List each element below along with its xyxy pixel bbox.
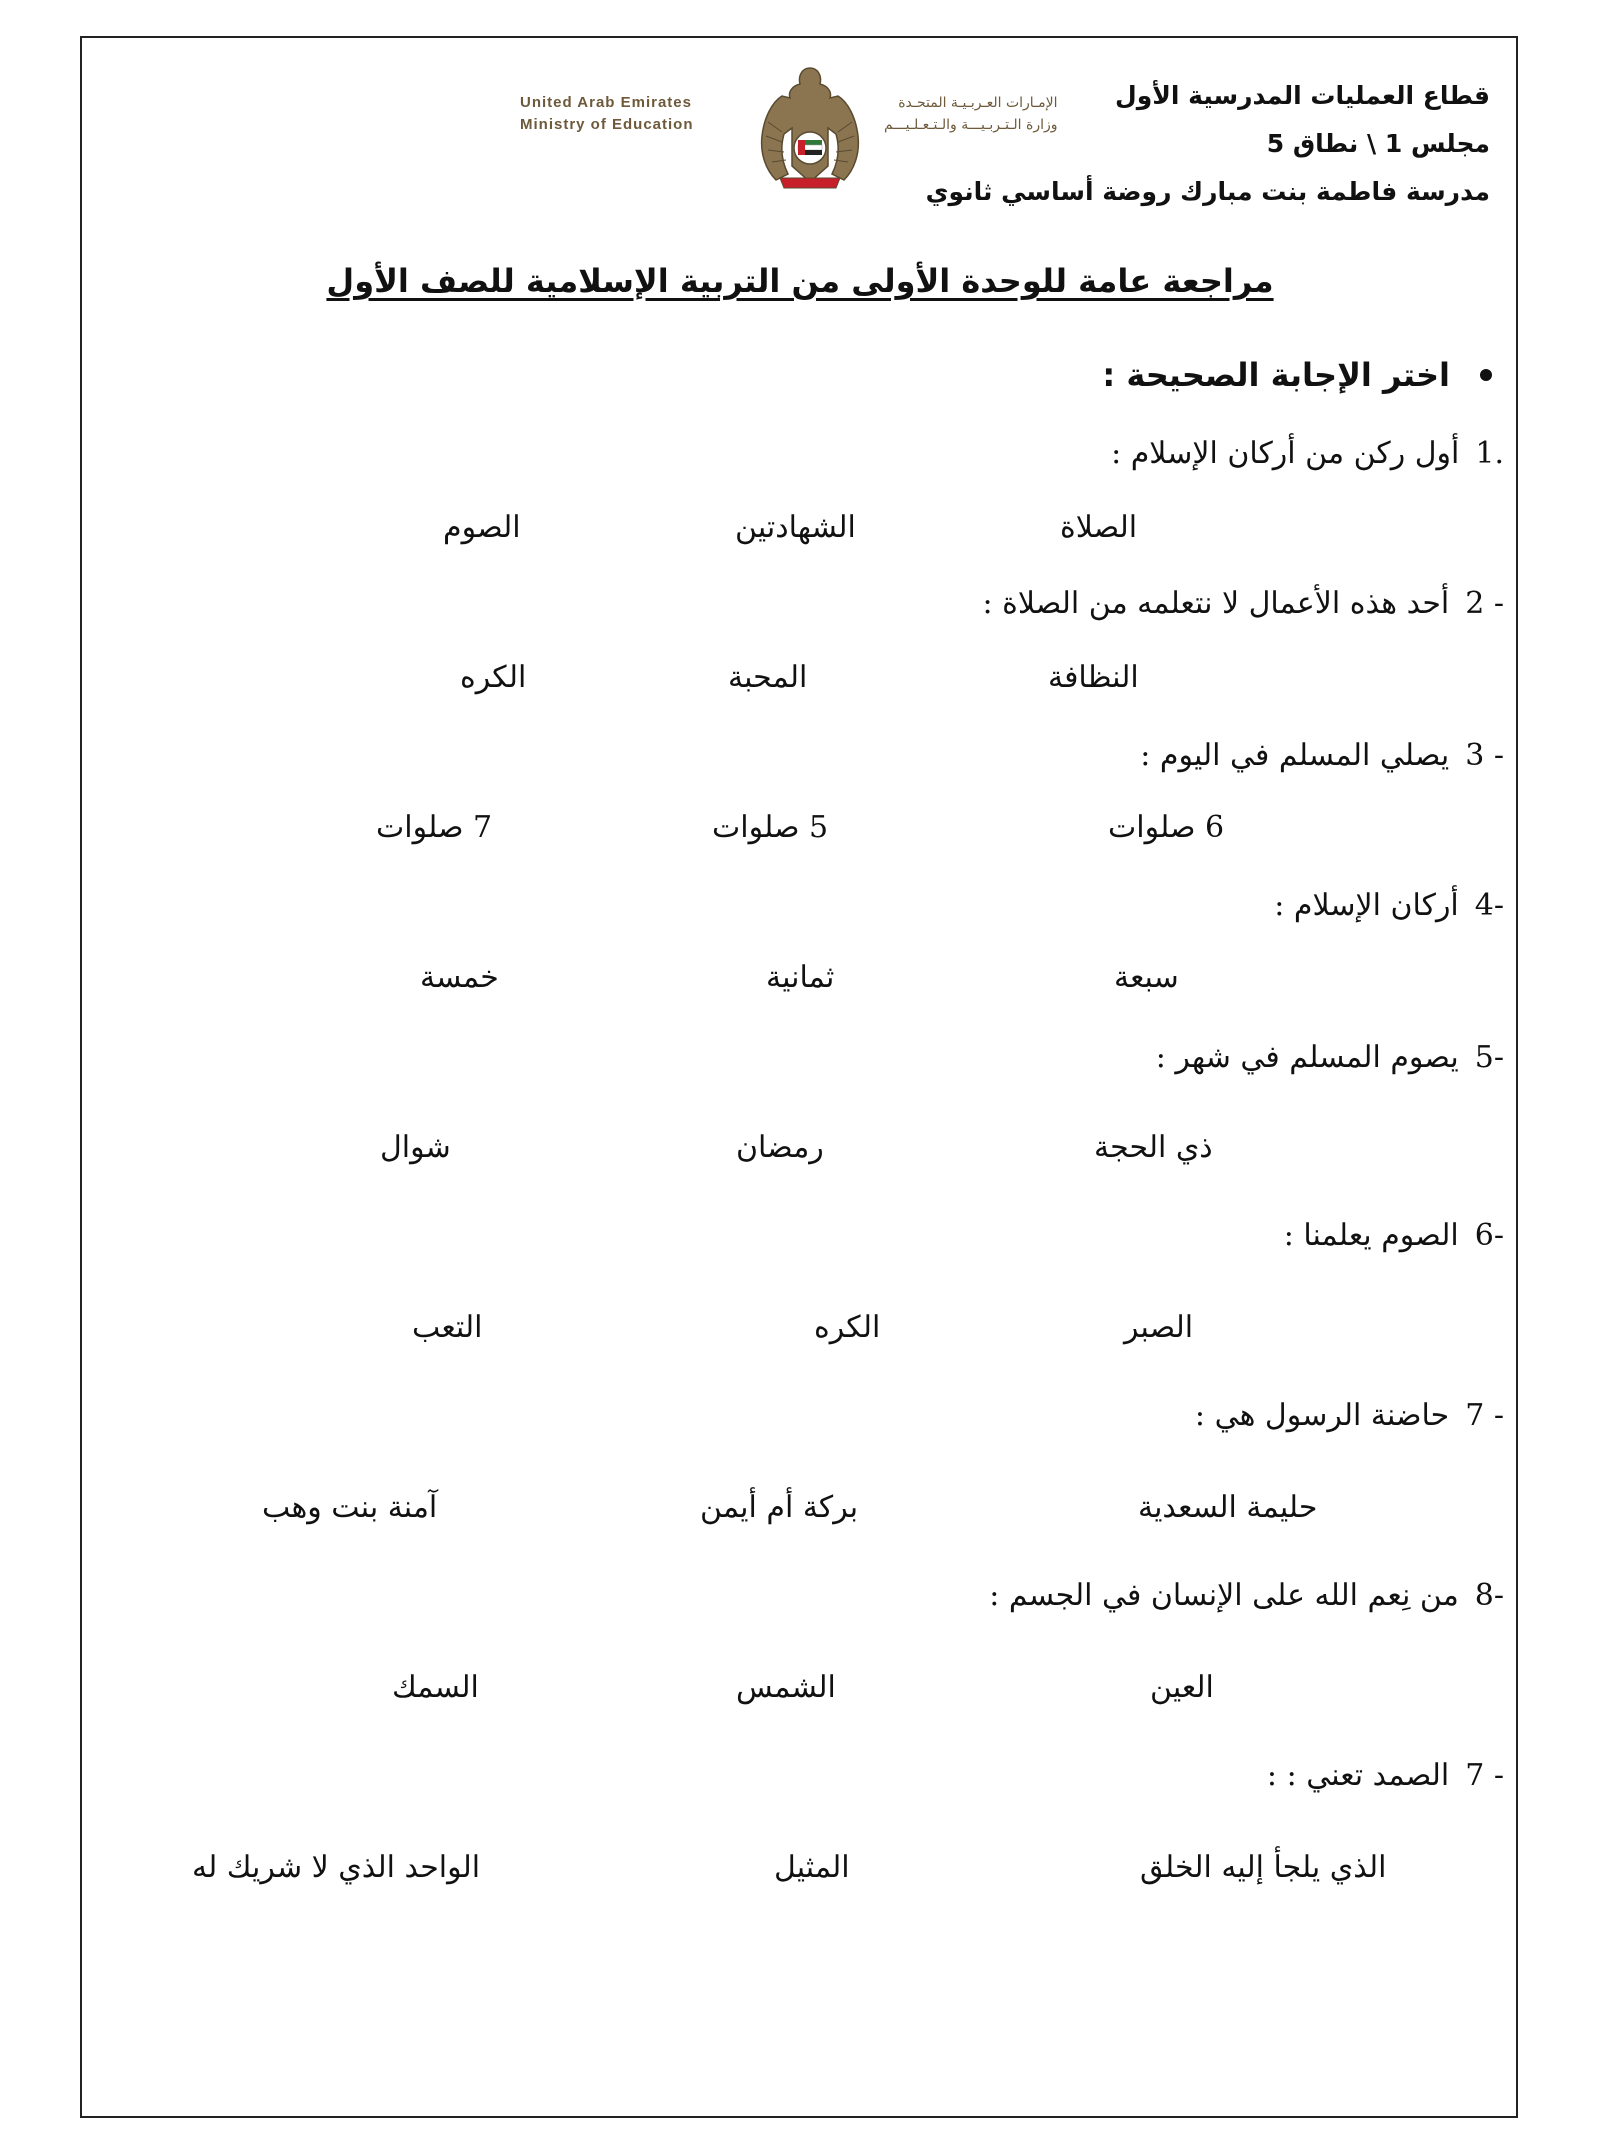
worksheet-title: مراجعة عامة للوحدة الأولى من التربية الإسلامية للصف الأول (326, 262, 1274, 300)
option-4-a: سبعة (1114, 960, 1179, 995)
question-3 (1140, 738, 1504, 773)
question-text: يصوم المسلم في شهر : (1155, 1040, 1459, 1075)
option-7-b: بركة أم أيمن (700, 1490, 859, 1525)
bullet-icon (1480, 369, 1492, 381)
uae-emblem-icon (742, 62, 878, 194)
option-2-c: الكره (460, 660, 527, 695)
question-2 (982, 586, 1504, 621)
question-text: الصمد تعني : : (1266, 1758, 1450, 1793)
instruction-line (1102, 356, 1492, 394)
option-3-c: 7 صلوات (376, 810, 493, 845)
sector-name: قطاع العمليات المدرسية الأول (1115, 81, 1490, 110)
question-1 (1111, 436, 1504, 471)
logo-en-line1: United Arab Emirates (520, 94, 692, 111)
option-6-c: التعب (412, 1310, 483, 1345)
question-9 (1267, 1758, 1504, 1793)
instruction-text: اختر الإجابة الصحيحة : (1102, 356, 1450, 394)
question-number: - 2 (1465, 586, 1504, 621)
question-4 (1274, 888, 1504, 923)
question-number: - 7 (1465, 1398, 1504, 1433)
school-name: مدرسة فاطمة بنت مبارك روضة أساسي ثانوي (925, 177, 1490, 206)
question-number: -6 (1474, 1218, 1504, 1253)
option-7-c: آمنة بنت وهب (262, 1490, 438, 1525)
option-7-a: حليمة السعدية (1138, 1490, 1318, 1525)
ministry-logo-english (520, 92, 694, 136)
question-number: -5 (1474, 1040, 1504, 1075)
option-2-b: المحبة (728, 660, 808, 695)
option-5-c: شوال (380, 1130, 451, 1165)
question-text: أركان الإسلام : (1274, 888, 1459, 923)
option-1-c: الصوم (443, 510, 521, 545)
ministry-logo-arabic (884, 92, 1058, 136)
question-8 (989, 1578, 1504, 1613)
option-4-c: خمسة (420, 960, 499, 995)
option-4-b: ثمانية (766, 960, 835, 995)
question-text: حاضنة الرسول هي : (1194, 1398, 1450, 1433)
option-8-c: السمك (392, 1670, 479, 1705)
page-border (80, 36, 1518, 2118)
option-2-a: النظافة (1048, 660, 1139, 695)
question-number: - 3 (1465, 738, 1504, 773)
question-5 (1156, 1040, 1504, 1075)
option-3-a: 6 صلوات (1108, 810, 1225, 845)
option-9-b: المثيل (774, 1850, 850, 1885)
option-8-b: الشمس (736, 1670, 836, 1705)
question-number: .1 (1475, 436, 1504, 471)
option-5-b: رمضان (736, 1130, 824, 1165)
option-1-a: الصلاة (1060, 510, 1138, 545)
question-7 (1195, 1398, 1504, 1433)
question-text: أحد هذه الأعمال لا نتعلمه من الصلاة : (982, 586, 1450, 621)
question-6 (1284, 1218, 1504, 1253)
question-text: أول ركن من أركان الإسلام : (1111, 436, 1460, 471)
option-3-b: 5 صلوات (712, 810, 829, 845)
option-5-a: ذي الحجة (1094, 1130, 1213, 1165)
logo-ar-line1: الإمـارات العـربـيـة المتحـدة (898, 95, 1058, 111)
option-6-b: الكره (814, 1310, 881, 1345)
option-9-c: الواحد الذي لا شريك له (192, 1850, 481, 1885)
question-number: -4 (1474, 888, 1504, 923)
question-text: الصوم يعلمنا : (1283, 1218, 1459, 1253)
option-9-a: الذي يلجأ إليه الخلق (1140, 1850, 1387, 1885)
question-number: -8 (1474, 1578, 1504, 1613)
option-6-a: الصبر (1124, 1310, 1194, 1345)
option-8-a: العين (1150, 1670, 1214, 1705)
question-text: من نِعم الله على الإنسان في الجسم : (989, 1578, 1459, 1613)
council-name: مجلس 1 \ نطاق 5 (1266, 129, 1490, 158)
logo-ar-line2: وزارة الـتـربـيـــة والـتـعـلـيـــم (884, 117, 1058, 133)
logo-en-line2: Ministry of Education (520, 116, 694, 133)
question-text: يصلي المسلم في اليوم : (1140, 738, 1450, 773)
question-number: - 7 (1465, 1758, 1504, 1793)
option-1-b: الشهادتين (735, 510, 856, 545)
